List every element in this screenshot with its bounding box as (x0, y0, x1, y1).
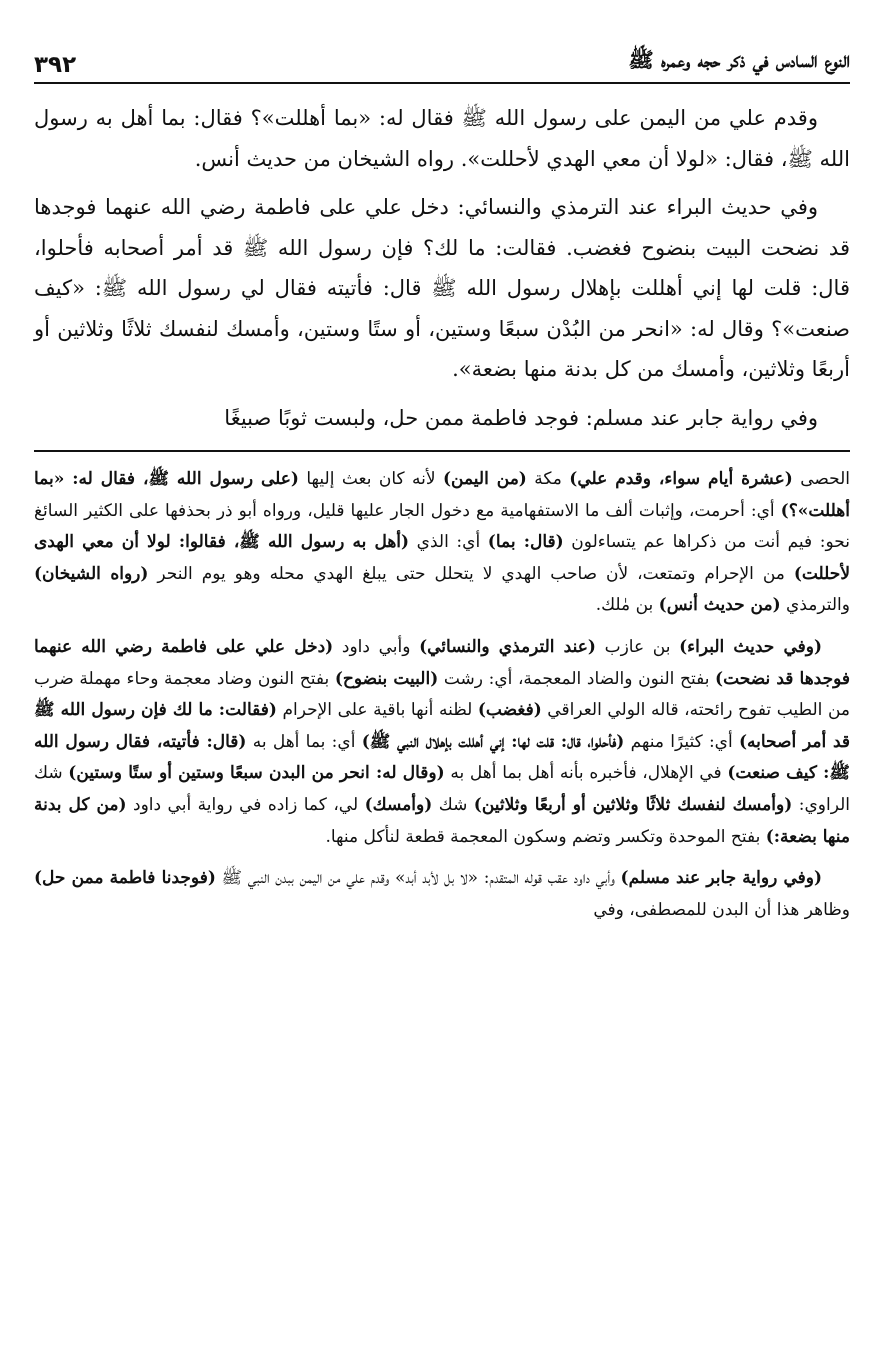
commentary-paragraph-3 (34, 863, 850, 926)
commentary-text: من الإحرام وتمتعت، لأن صاحب الهدي لا يتحلل حتى يبلغ الهدي محله وهو يوم النحر (148, 563, 794, 584)
quoted-text: (دخل علي على فاطمة رضي الله عنهما فوجدها قد نضحت) (34, 636, 851, 689)
commentary-paragraph-1 (34, 464, 850, 622)
main-paragraph-1: وقدم علي من اليمن على رسول الله ﷺ فقال له: «بما أهللت»؟ فقال: بما أهل به رسول الله ﷺ، فقال: «لولا أن معي الهدي لأحللت». رواه الشيخان من حديث أنس. (34, 106, 850, 171)
commentary-text: وظاهر هذا أن البدن للمصطفى، وفي (593, 899, 850, 920)
quoted-text: (رواه الشيخان) (34, 563, 149, 584)
quoted-text: (وأمسك لنفسك ثلاثًا وثلاثين أو أربعًا وثلاثين) (473, 794, 793, 815)
quoted-text: (عشرة أيام سواء، وقدم علي) (569, 469, 793, 489)
commentary-text: أي: كثيرًا منهم (624, 731, 739, 752)
commentary-text: الحصى (792, 469, 850, 489)
quoted-text: (وفي حديث البراء) (679, 636, 822, 657)
quoted-text: (عند الترمذي والنسائي) (419, 636, 596, 657)
commentary-text: أي: الذي (409, 532, 488, 553)
quoted-text: (قال: بما) (487, 532, 564, 553)
commentary-text: لي، كما زاده في رواية أبي داود (126, 794, 365, 815)
quoted-text: (فقالت: ما لك فإن رسول الله ﷺ قد أمر أصحابه) (34, 700, 850, 752)
running-title: النوع السادس في ذكر حجه وعمره ﷺ (628, 47, 850, 72)
commentary-text: مكة (526, 469, 570, 489)
commentary-text: شك (432, 794, 474, 815)
quoted-text: (وأمسك) (364, 794, 433, 815)
main-paragraph-3: وفي رواية جابر عند مسلم: فوجد فاطمة ممن حل، ولبست ثوبًا صبيغًا (224, 405, 818, 430)
page-header (34, 38, 850, 84)
quoted-text: (قال: فأتيته، فقال رسول الله ﷺ: كيف صنعت) (34, 731, 850, 784)
quoted-text: (وفي رواية جابر عند مسلم) (620, 868, 822, 889)
commentary-text: والترمذي (780, 595, 850, 616)
commentary-paragraph-2 (34, 632, 850, 853)
commentary-text: وأبي داود عقب قوله المتقدم: «لا بل لأبد أبد» وقدم علي من اليمن ببدن النبي ﷺ (215, 868, 621, 889)
commentary-text: في الإهلال، فأخبره بأنه أهل بما أهل به (444, 763, 728, 784)
commentary-text: أي: بما أهل به (246, 731, 362, 752)
commentary-text: بفتح النون والضاد المعجمة، أي: رشت (438, 668, 716, 689)
commentary-text: بفتح النون وضاد معجمة وحاء مهملة ضرب من الطيب تفوح رائحته، قاله الولي العراقي (34, 668, 850, 721)
quoted-text: (وقال له: انحر من البدن سبعًا وستين أو ستًا وستين) (68, 763, 445, 784)
quoted-text: (من كل بدنة منها بضعة:) (34, 794, 850, 847)
commentary-text: بن عازب (595, 636, 680, 657)
quoted-text: (أهل به رسول الله ﷺ، فقالوا: لولا أن معي الهدى لأحللت) (34, 532, 851, 584)
quoted-text: (فأحلوا، قال: قلت لها: إني أهللت بإهلال النبي ﷺ) (361, 731, 625, 752)
quoted-text: (من حديث أنس) (658, 595, 781, 616)
commentary-text: أي: أحرمت، وإثبات ألف ما الاستفهامية مع دخول الجار عليها قليل، ورواه أبو ذر بحذفها على الكثير السائغ نحو: فيم أنت من ذكراها عم يتساءلون (34, 500, 850, 553)
quoted-text: (من اليمن) (442, 469, 527, 489)
commentary-text: لأنه كان بعث إليها (298, 469, 443, 489)
main-text (34, 98, 850, 438)
commentary (34, 464, 850, 926)
footnote-divider (34, 450, 850, 452)
quoted-text: (فغضب) (477, 700, 542, 721)
document-page (34, 38, 850, 1338)
commentary-text: لظنه أنها باقية على الإحرام (276, 700, 478, 721)
commentary-text: وأبي داود (333, 636, 420, 657)
commentary-text: بفتح الموحدة وتكسر وتضم وسكون المعجمة قطعة لنأكل منها. (325, 826, 766, 847)
quoted-text: (البيت بنضوح) (334, 668, 439, 689)
page-number: ٣٩٢ (34, 52, 77, 78)
quoted-text: (فوجدنا فاطمة ممن حل) (34, 868, 216, 889)
commentary-text: شك الراوي: (34, 763, 850, 815)
quoted-text: (على رسول الله ﷺ، فقال له: «بما أهللت»؟) (34, 469, 850, 521)
main-paragraph-2: وفي حديث البراء عند الترمذي والنسائي: دخل علي على فاطمة رضي الله عنهما فوجدها قد نضحت البيت بنضوح فغضب. فقالت: ما لك؟ فإن رسول الله ﷺ قد أمر أصحابه فأحلوا، قال: قلت لها إني أهللت بإهلال رسول الله ﷺ قال: فأتيته فقال لي رسول الله ﷺ: «كيف صنعت»؟ وقال له: «انحر من البُدْن سبعًا وستين، أو ستًا وستين، وأمسك لنفسك ثلاثًا وثلاثين أو أربعًا وثلاثين، وأمسك من كل بدنة منها بضعة». (34, 195, 850, 381)
commentary-text: بن مٰلك. (595, 595, 659, 616)
